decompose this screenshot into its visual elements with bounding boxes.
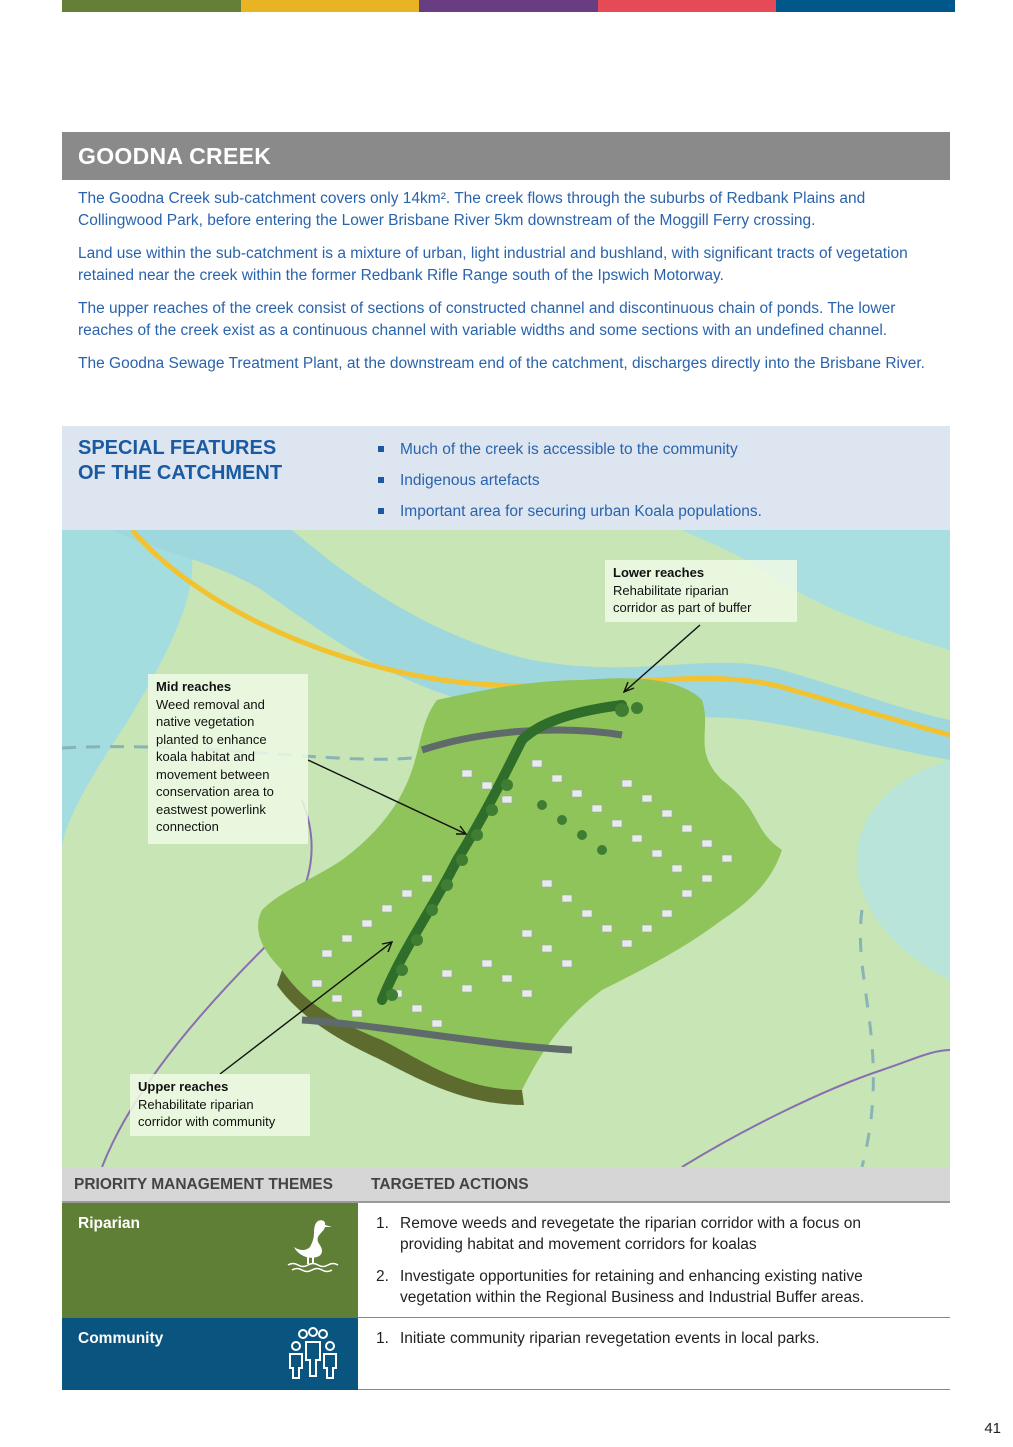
feature-item: Important area for securing urban Koala populations. [378, 496, 762, 527]
callout-text: corridor as part of buffer [613, 600, 752, 615]
callout-title: Upper reaches [138, 1079, 229, 1094]
theme-label: Community [78, 1330, 164, 1347]
intro-paragraph-2: Land use within the sub-catchment is a mixture of urban, light industrial and bushland, with significant tracts of vegetation retained near the creek within the former Redbank Rifle Range south of the Ipswich Motorway. [78, 245, 908, 284]
heading-line-2: OF THE CATCHMENT [78, 462, 283, 484]
feature-item: Much of the creek is accessible to the community [378, 434, 762, 465]
callout-text: planted to enhance [156, 731, 267, 747]
callout-text: native vegetation [156, 714, 255, 729]
callout-text: eastwest powerlink [156, 801, 266, 817]
heron-icon [284, 1215, 342, 1273]
action-item [358, 1266, 910, 1308]
color-bar-purple [419, 0, 598, 12]
color-bar-blue [776, 0, 955, 12]
page-title: GOODNA CREEK [62, 132, 950, 180]
river-channel [857, 760, 950, 980]
callout-text: corridor with community [138, 1114, 276, 1129]
color-bar-red [598, 0, 777, 12]
callout-text: Rehabilitate riparian [613, 582, 729, 598]
callout-mid-reaches [148, 674, 308, 844]
table-row-riparian [62, 1203, 950, 1318]
action-text: Remove weeds and revegetate the riparian corridor with a focus on providing habitat and movement corridors for koalas [400, 1215, 861, 1253]
callout-title: Mid reaches [156, 679, 232, 694]
intro-text [78, 188, 938, 387]
callout-text: Rehabilitate riparian [138, 1096, 254, 1112]
action-text: Investigate opportunities for retaining and enhancing existing native vegetation within the Regional Business and Industrial Buffer areas. [400, 1268, 865, 1306]
table-row-community [62, 1318, 950, 1390]
header-themes: PRIORITY MANAGEMENT THEMES [74, 1176, 333, 1193]
theme-label: Riparian [78, 1215, 141, 1232]
color-bar [62, 0, 955, 12]
callout-title: Lower reaches [613, 565, 705, 580]
action-number: 1. [376, 1215, 389, 1232]
intro-paragraph-4: The Goodna Sewage Treatment Plant, at the downstream end of the catchment, discharges directly into the Brisbane River. [78, 355, 925, 372]
action-item [358, 1328, 910, 1349]
riparian-actions [358, 1203, 950, 1318]
callout-upper-reaches [130, 1074, 310, 1136]
header-actions: TARGETED ACTIONS [371, 1176, 529, 1193]
action-number: 1. [376, 1330, 389, 1347]
theme-riparian [62, 1203, 358, 1318]
special-features-panel [62, 426, 950, 530]
action-text: Initiate community riparian revegetation events in local parks. [400, 1330, 820, 1347]
feature-item: Indigenous artefacts [378, 465, 762, 496]
intro-paragraph-3: The upper reaches of the creek consist of sections of constructed channel and discontinuous chain of ponds. The lower reaches of the creek exist as a continuous channel with variable widths and some sections with an undefined channel. [78, 300, 896, 339]
catchment-illustration [62, 530, 950, 1167]
community-actions [358, 1318, 950, 1390]
callout-text: Weed removal and [156, 696, 265, 712]
boundary-line-east [682, 1050, 950, 1167]
special-features-heading [78, 436, 318, 486]
page-number: 41 [984, 1420, 1001, 1437]
action-number: 2. [376, 1268, 389, 1285]
dashed-track-east [860, 910, 873, 1167]
catchment-map-graphic [62, 530, 950, 1167]
callout-lower-reaches [605, 560, 797, 622]
actions-list [358, 1203, 950, 1308]
theme-community [62, 1318, 358, 1390]
color-bar-yellow [241, 0, 420, 12]
callout-text: conservation area to [156, 784, 274, 799]
intro-paragraph-1: The Goodna Creek sub-catchment covers only 14km². The creek flows through the suburbs of Redbank Plains and Collingwood Park, before entering the Lower Brisbane River 5km downstream of the Moggill Ferry crossing. [78, 190, 866, 229]
table-header [62, 1167, 950, 1203]
color-bar-green [62, 0, 241, 12]
callout-text: movement between [156, 766, 270, 782]
action-item [358, 1213, 910, 1255]
people-group-icon [284, 1326, 342, 1384]
callout-text: koala habitat and [156, 749, 256, 764]
features-list [378, 434, 762, 527]
actions-list [358, 1318, 950, 1349]
heading-line-1: SPECIAL FEATURES [78, 437, 277, 459]
callout-text: connection [156, 819, 219, 834]
